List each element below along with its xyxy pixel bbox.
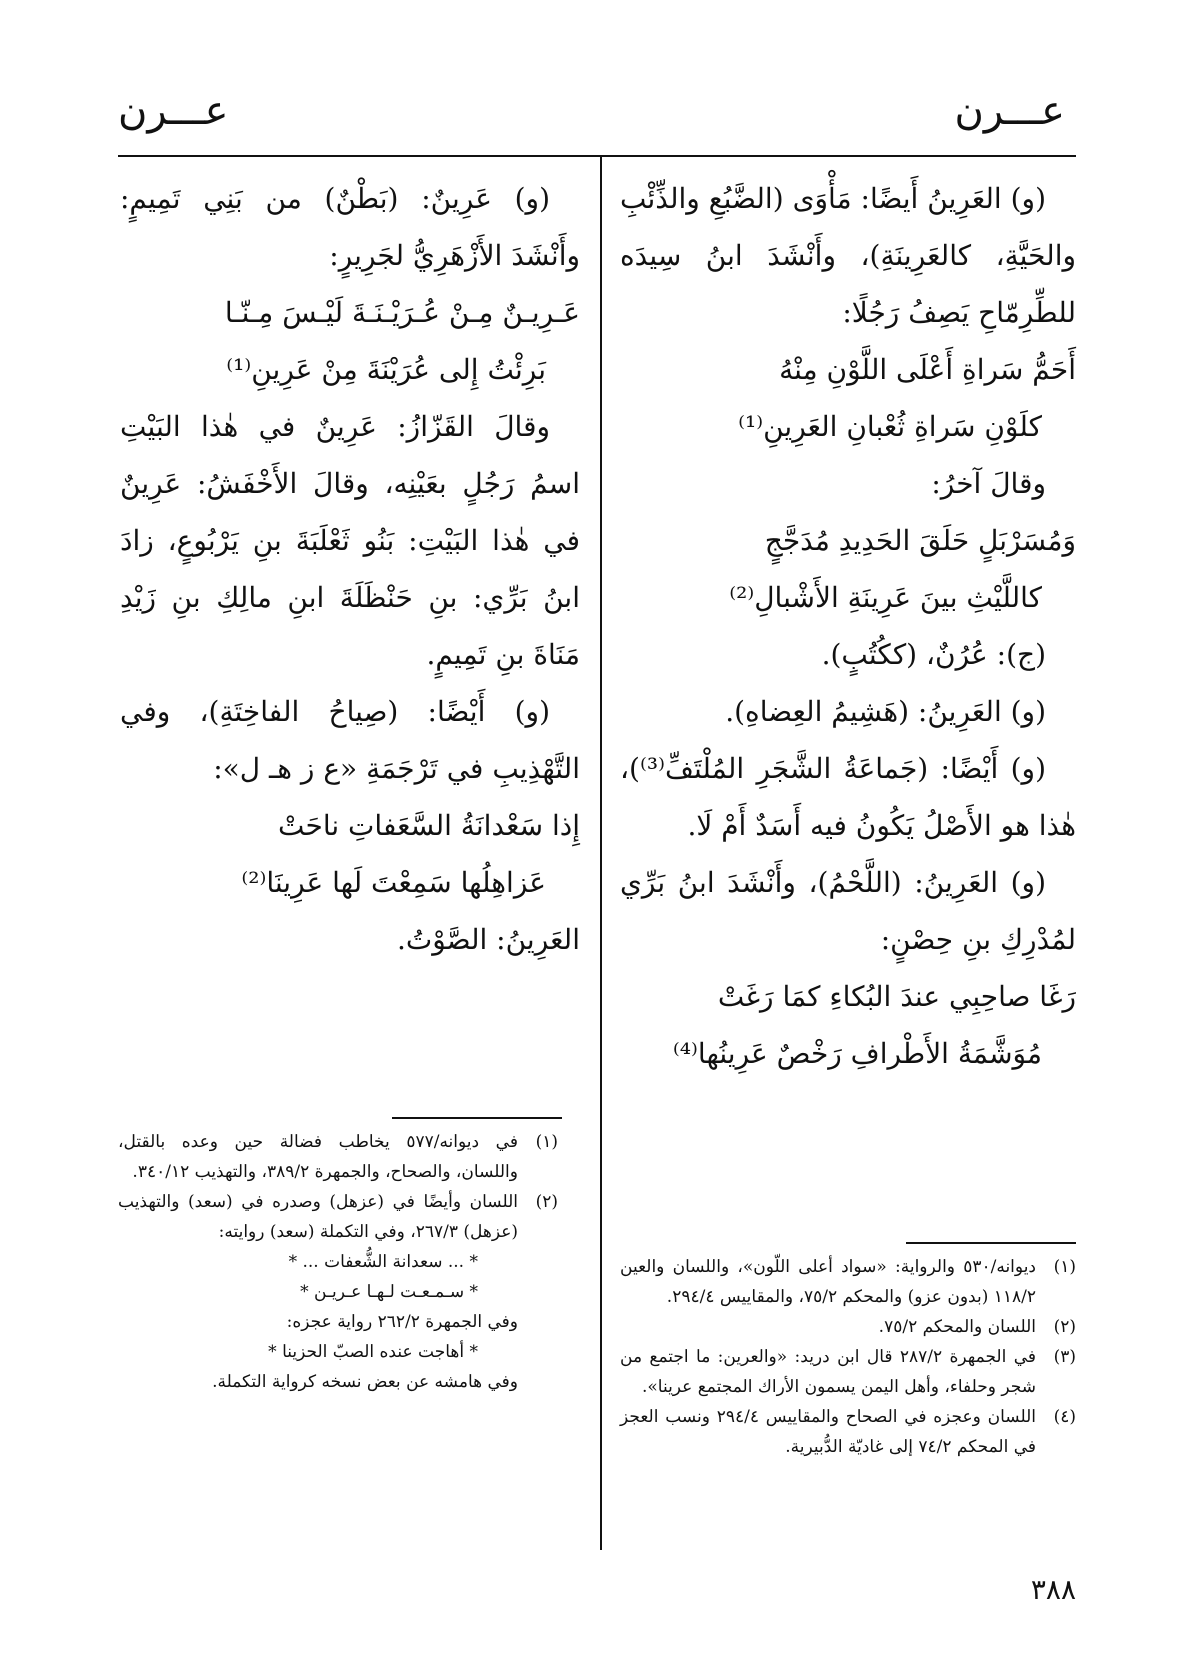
- footnote-text: وفي هامشه عن بعض نسخه كرواية التكملة.: [212, 1372, 518, 1392]
- entry-paragraph: (و) العَرِينُ: (اللَّحْمُ)، وأَنْشَدَ ابنُ بَرِّي لمُدْرِكِ بنِ حِصْنٍ:: [620, 866, 1076, 956]
- footnote: [620, 1252, 1076, 1312]
- footnote-text: اللسان والمحكم ٧٥/٢.: [878, 1317, 1036, 1337]
- footnote-text: اللسان وعجزه في الصحاح والمقاييس ٢٩٤/٤ ونسب العجز في المحكم ٧٤/٢ إلى غاديّة الدُّبيرية.: [620, 1407, 1036, 1457]
- verse-line: إِذا سَعْدانَةُ السَّعَفاتِ ناحَتْ: [278, 809, 580, 842]
- entry-paragraph: (و) العَرِينُ أَيضًا: مَأْوَى (الضَّبُعِ والذِّئْبِ والحَيَّةِ، كالعَرِينَةِ)، وأَنْشَدَ ابنُ سِيدَه للطِّرِمّاحِ يَصِفُ رَجُلًا:: [620, 182, 1076, 329]
- footnote-number: (٢): [1053, 1317, 1076, 1337]
- footnote-number: (١): [1053, 1257, 1076, 1277]
- footnote-number: (٣): [1053, 1347, 1076, 1367]
- left-column: [120, 170, 580, 968]
- entry-paragraph: وقالَ آخرُ:: [931, 467, 1046, 500]
- footnote-rule-left: [392, 1117, 562, 1119]
- footnote: [620, 1312, 1076, 1342]
- verse-line: وَمُسَرْبَلٍ حَلَقَ الحَدِيدِ مُدَجَّجٍ: [764, 524, 1076, 557]
- entry-paragraph: (و) العَرِينُ: (هَشِيمُ العِضاهِ).: [725, 695, 1046, 728]
- footnote-text: ديوانه/٥٣٠ والرواية: «سواد أعلى اللّون»، واللسان والعين ١١٨/٢ (بدون عزو) والمحكم ٧٥/٢، والمقاييس ٢٩٤/٤.: [620, 1257, 1036, 1307]
- verse-line: مُوَشَّمَةُ الأَطْرافِ رَخْصٌ عَرِينُها⁽⁴⁾: [672, 1037, 1042, 1070]
- verse-line: بَرِئْتُ إِلى عُرَيْنَةَ مِنْ عَرِينِ⁽¹⁾: [226, 353, 546, 386]
- page-number: ٣٨٨: [1030, 1573, 1076, 1606]
- footnote-verse: * أهاجت عنده الصبّ الحزينا *: [268, 1342, 478, 1362]
- entry-paragraph: (و) أَيْضًا: (صِياحُ الفاخِتَةِ)، وفي التَّهْذِيبِ في تَرْجَمَةِ «ع ز هـ ل»:: [120, 695, 580, 785]
- footnote-number: (٤): [1053, 1407, 1076, 1427]
- footnote-text: وفي الجمهرة ٢٦٢/٢ رواية عجزه:: [286, 1312, 518, 1332]
- footnote-verse: * سـمـعـت لـهـا عـريـن *: [300, 1282, 478, 1302]
- right-column: [620, 170, 1076, 1082]
- footnote-number: (١): [535, 1132, 558, 1152]
- footnote: [118, 1127, 558, 1187]
- footnote: [620, 1402, 1076, 1462]
- entry-paragraph: وقالَ القَزّازُ: عَرِينٌ في هٰذا البَيْتِ اسمُ رَجُلٍ بعَيْنِه، وقالَ الأَخْفَشُ: عَرِينٌ في هٰذا البَيْتِ: بَنُو ثَعْلَبَةَ بنِ يَرْبُوعٍ، زادَ ابنُ بَرِّي: بنِ حَنْظَلَةَ ابنِ مالِكِ بنِ زَيْدِ مَنَاةَ بنِ تَمِيمٍ.: [120, 410, 580, 671]
- entry-paragraph: (ج): عُرُنٌ، (ككُتُبٍ).: [821, 638, 1046, 671]
- verse-line: كاللَّيْثِ بينَ عَرِينَةِ الأَشْبالِ⁽²⁾: [729, 581, 1042, 614]
- footnote-text: في الجمهرة ٢٨٧/٢ قال ابن دريد: «والعرين: ما اجتمع من شجر وحلفاء، وأهل اليمن يسمون الأراك المجتمع عرينا».: [620, 1347, 1037, 1397]
- verse-line: أَحَمُّ سَراةِ أَعْلَى اللَّوْنِ مِنْهُ: [779, 353, 1076, 386]
- footnote-text: اللسان وأيضًا في (عزهل) وصدره في (سعد) والتهذيب (عزهل) ٢٦٧/٣، وفي التكملة (سعد) روايته:: [118, 1192, 518, 1242]
- footnotes-right: [620, 1252, 1076, 1462]
- footnote-number: (٢): [535, 1192, 558, 1212]
- verse-line: رَغَا صاحِبِي عندَ البُكاءِ كمَا رَغَتْ: [717, 980, 1076, 1013]
- header-rule: [118, 155, 1076, 157]
- entry-paragraph: (و) أَيْضًا: (جَماعَةُ الشَّجَرِ المُلْتَفِّ⁽³⁾)، هٰذا هو الأَصْلُ يَكُونُ فيه أَسَدٌ أَمْ لَا.: [620, 752, 1076, 842]
- footnote-verse: * ... سعدانة الشُّعفات ... *: [288, 1252, 478, 1272]
- footnote-rule-right: [906, 1242, 1076, 1244]
- footnote: [118, 1187, 558, 1247]
- footnotes-left: [118, 1127, 558, 1397]
- verse-line: كلَوْنِ سَراةِ ثُعْبانِ العَرِينِ⁽¹⁾: [738, 410, 1042, 443]
- footnote-text: في ديوانه/٥٧٧ يخاطب فضالة حين وعده بالقتل، واللسان، والصحاح، والجمهرة ٣٨٩/٢، والتهذيب ٣٤٠/١٢.: [118, 1132, 518, 1182]
- footnote: [620, 1342, 1076, 1402]
- verse-line: عَزاهِلُها سَمِعْتَ لَها عَرِينَا⁽²⁾: [241, 866, 546, 899]
- running-header-left: عـــرن: [118, 88, 229, 134]
- running-header-right: عـــرن: [954, 88, 1065, 134]
- entry-paragraph: العَرِينُ: الصَّوْتُ.: [396, 923, 580, 956]
- column-divider: [600, 155, 602, 1550]
- entry-paragraph: (و) عَرِينٌ: (بَطْنٌ) من بَنِي تَمِيمٍ: وأَنْشَدَ الأَزْهَرِيُّ لجَرِيرٍ:: [120, 182, 580, 272]
- verse-line: عَـرِيـنٌ مِـنْ عُـرَيْـنَـةَ لَيْـسَ مِـنّـا: [224, 296, 580, 329]
